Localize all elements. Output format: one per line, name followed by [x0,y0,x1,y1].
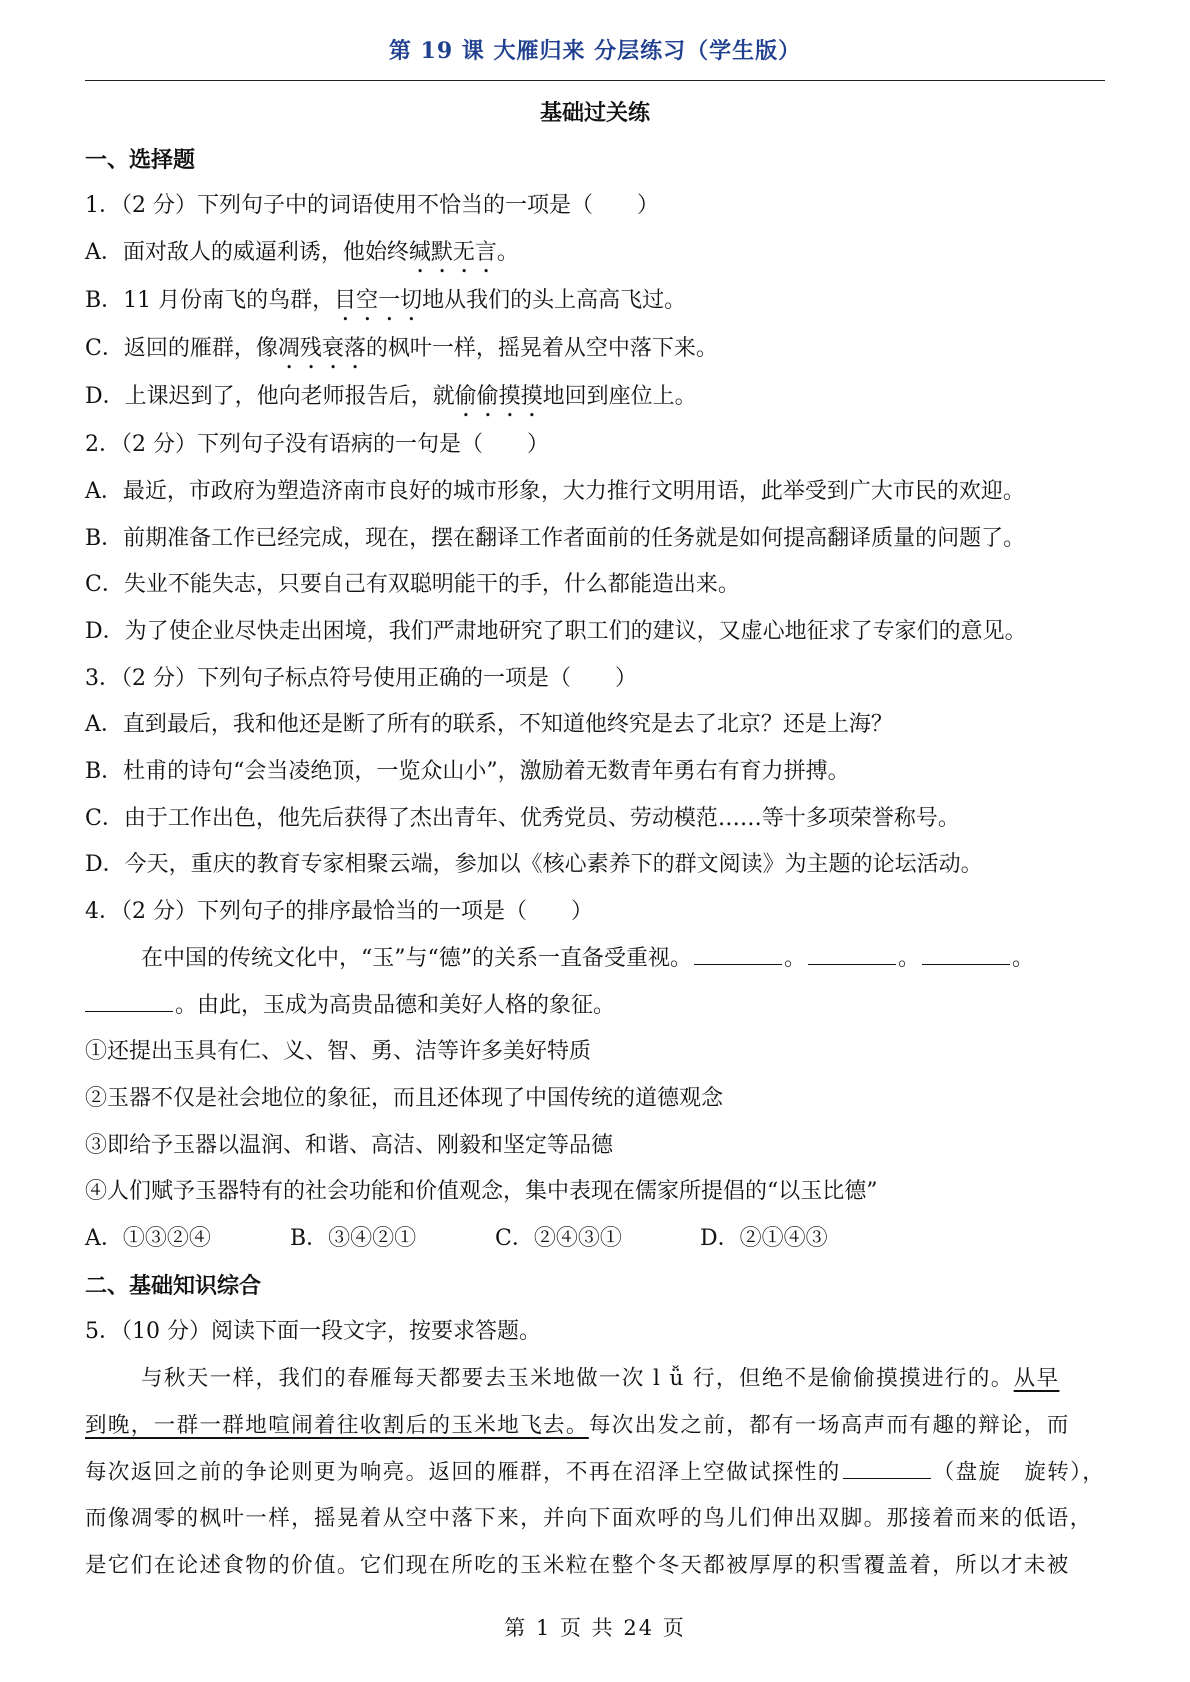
q2-option-c: C．失业不能失志，只要自己有双聪明能干的手，什么都能造出来。 [85,572,740,598]
q4-blank-3 [922,944,1010,965]
q4-sep-1: 。 [784,945,807,971]
q4-stem: 4．（2 分）下列句子的排序最恰当的一项是（ ） [85,899,593,925]
q4-blank-2 [808,944,896,965]
q4-item-1: ①还提出玉具有仁、义、智、勇、洁等许多美好特质 [85,1039,592,1065]
q5-passage-line3 [85,1450,1105,1497]
q4-item-4: ④人们赋予玉器特有的社会功能和价值观念，集中表现在儒家所提倡的“以玉比德” [85,1179,878,1205]
q1-a-text: A．面对敌人的威逼利诱，他始终 [85,240,409,266]
q5-stem: 5．（10 分）阅读下面一段文字，按要求答题。 [85,1319,541,1345]
q1-b-text: B．11 月份南飞的鸟群， [85,288,335,314]
q1-d-text: D．上课迟到了，他向老师报告后，就 [85,384,455,410]
q4-item-3: ③即给予玉器以温润、和谐、高洁、刚毅和坚定等品德 [85,1132,614,1158]
q4-intro: 在中国的传统文化中，“玉”与“德”的关系一直备受重视。 [141,945,692,971]
q5-passage-line1 [85,1356,1105,1403]
q5-passage-line2 [85,1403,1105,1450]
q1-b-text-end: 地从我们的头上高高飞过。 [422,288,687,314]
q1-option-b [85,278,1105,326]
q3-option-a: A．直到最后，我和他还是断了所有的联系，不知道他终究是去了北京？还是上海？ [85,712,893,738]
q5-p3-choice: （盘旋 旋转）， [932,1459,1106,1485]
q3-option-c: C．由于工作出色，他先后获得了杰出青年、优秀党员、劳动模范……等十多项荣誉称号。 [85,805,960,831]
q1-c-text: C．返回的雁群，像 [85,336,278,362]
section-title: 基础过关练 [539,100,650,126]
q4-passage-line1 [85,936,1105,983]
q4-blank-1 [694,944,782,965]
q5-passage-line4: 而像凋零的枫叶一样，摇晃着从空中落下来，并向下面欢呼的鸟儿们伸出双脚。那接着而来的低语， [85,1506,1093,1532]
q4-option-d: D．②①④③ [700,1226,828,1252]
page-header-title: 第 19 课 大雁归来 分层练习（学生版） [388,38,802,64]
q2-stem: 2．（2 分）下列句子没有语病的一句是（ ） [85,432,549,458]
q2-option-a: A．最近，市政府为塑造济南市良好的城市形象，大力推行文明用语，此举受到广大市民的欢迎。 [85,478,1025,504]
q4-blank-4 [85,991,173,1012]
q4-sep-2: 。 [898,945,921,971]
q4-conclusion: 。由此，玉成为高贵品德和美好人格的象征。 [175,992,616,1018]
q2-option-b: B．前期准备工作已经完成，现在，摆在翻译工作者面前的任务就是如何提高翻译质量的问题了。 [85,525,1026,551]
page-footer: 第 1 页 共 24 页 [504,1616,686,1640]
q1-d-emphasis: 偷偷摸摸 [454,384,543,410]
q3-stem: 3．（2 分）下列句子标点符号使用正确的一项是（ ） [85,665,637,691]
q5-p1-underlined: 从早 [1013,1366,1060,1392]
q4-option-b: B．③④②① [290,1226,417,1252]
q5-p3-text: 每次返回之前的争论则更为响亮。返回的雁群，不再在沼泽上空做试探性的 [85,1459,841,1485]
document-body [85,90,1105,1590]
q5-passage-line5: 是它们在论述食物的价值。它们现在所吃的玉米粒在整个冬天都被厚厚的积雪覆盖着，所以才未被 [85,1552,1070,1578]
q5-p2-underlined: 到晚，一群一群地喧闹着往收割后的玉米地飞去。 [85,1412,589,1438]
q1-option-d [85,374,1105,422]
q1-a-emphasis: 缄默无言 [408,240,497,266]
q2-option-d: D．为了使企业尽快走出困境，我们严肃地研究了职工们的建议，又虚心地征求了专家们的意见。 [85,618,1027,644]
q1-b-emphasis: 目空一切 [334,288,423,314]
q4-passage-line2 [85,983,1105,1030]
part1-title: 一、选择题 [85,146,196,173]
q1-option-c [85,326,1105,374]
part2-title: 二、基础知识综合 [85,1272,262,1299]
q4-option-a: A．①③②④ [85,1226,211,1252]
q1-a-text-end: 。 [496,240,519,266]
q1-d-text-end: 地回到座位上。 [542,384,697,410]
q3-option-b: B．杜甫的诗句“会当凌绝顶，一览众山小”，激励着无数青年勇右有育力拼搏。 [85,759,850,785]
q3-option-d: D．今天，重庆的教育专家相聚云端，参加以《核心素养下的群文阅读》为主题的论坛活动。 [85,852,983,878]
q4-item-2: ②玉器不仅是社会地位的象征，而且还体现了中国传统的道德观念 [85,1085,724,1111]
q1-c-text-end: 的枫叶一样，摇晃着从空中落下来。 [365,336,718,362]
q4-sep-3: 。 [1012,945,1035,971]
q4-options [85,1216,1105,1263]
q1-stem: 1．（2 分）下列句子中的词语使用不恰当的一项是（ ） [85,193,659,219]
header-divider [85,80,1105,81]
q1-option-a [85,230,1105,278]
q5-blank [843,1458,931,1479]
q1-c-emphasis: 凋残衰落 [277,336,366,362]
q5-p2-text: 每次出发之前，都有一场高声而有趣的辩论，而 [588,1412,1070,1438]
q4-option-c: C．②④③① [495,1226,622,1252]
q5-p1-text: 与秋天一样，我们的春雁每天都要去玉米地做一次 l ǚ 行，但绝不是偷偷摸摸进行的。 [141,1366,1014,1392]
